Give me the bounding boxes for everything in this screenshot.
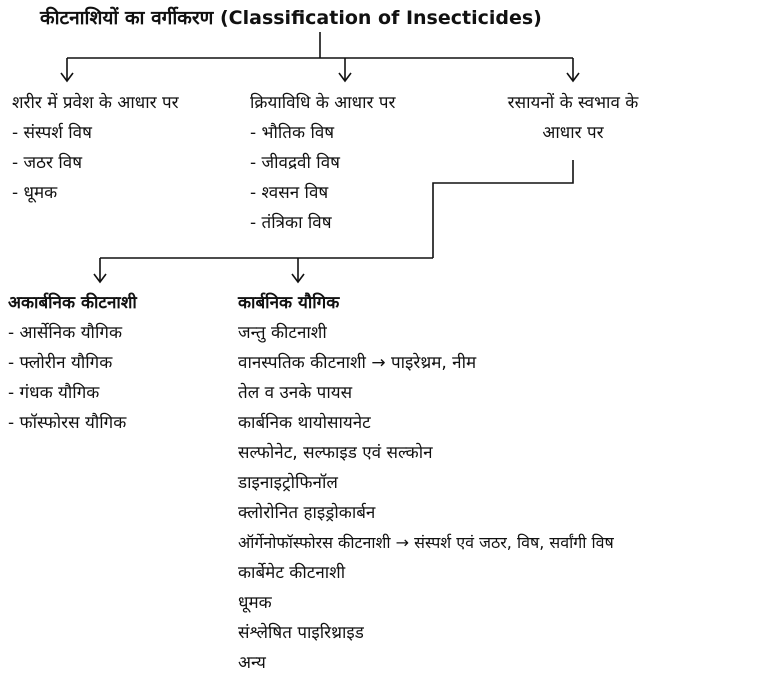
sub-organic-item: तेल व उनके पायस [238, 383, 353, 403]
branch-entry-item: - जठर विष [12, 153, 83, 173]
branch-entry-item: - धूमक [12, 183, 58, 203]
sub-organic-heading: कार्बनिक यौगिक [238, 293, 340, 313]
sub-organic-item: डाइनाइट्रोफिनॉल [238, 473, 338, 493]
sub-inorganic-item: - फॉस्फोरस यौगिक [8, 413, 127, 433]
sub-organic-item: धूमक [238, 593, 272, 613]
branch-mechanism-item: - तंत्रिका विष [250, 213, 332, 233]
sub-organic-item: संश्लेषित पाइरिथ्राइड [238, 623, 364, 643]
diagram-title: कीटनाशियों का वर्गीकरण (Classification of Insecticides) [40, 7, 542, 29]
sub-organic-item: अन्य [238, 653, 266, 673]
branch-chemical-heading-line1: रसायनों के स्वभाव के [507, 93, 639, 113]
sub-organic-item: कार्बनिक थायोसायनेट [238, 413, 371, 433]
branch-mechanism-item: - श्वसन विष [250, 183, 329, 203]
sub-organic-item: सल्फोनेट, सल्फाइड एवं सल्कोन [238, 443, 433, 463]
branch-mechanism-heading: क्रियाविधि के आधार पर [250, 93, 396, 113]
sub-organic-item: जन्तु कीटनाशी [238, 323, 327, 343]
sub-inorganic-item: - फ्लोरीन यौगिक [8, 353, 113, 373]
sub-inorganic-item: - गंधक यौगिक [8, 383, 100, 403]
branch-entry-item: - संस्पर्श विष [12, 123, 92, 143]
branch-mechanism-item: - भौतिक विष [250, 123, 335, 143]
branch-entry-heading: शरीर में प्रवेश के आधार पर [12, 93, 179, 113]
branch-chemical-heading-line2: आधार पर [542, 123, 604, 143]
sub-inorganic-heading: अकार्बनिक कीटनाशी [8, 293, 137, 313]
branch-mechanism-item: - जीवद्रवी विष [250, 153, 340, 173]
sub-organic-item: ऑर्गेनोफॉस्फोरस कीटनाशी → संस्पर्श एवं जठर, विष, सर्वांगी विष [238, 533, 614, 552]
sub-organic-item: वानस्पतिक कीटनाशी → पाइरेथ्रम, नीम [238, 353, 477, 373]
sub-inorganic-item: - आर्सेनिक यौगिक [8, 323, 122, 343]
sub-organic-item: क्लोरोनित हाइड्रोकार्बन [238, 503, 376, 523]
sub-organic-item: कार्बेमेट कीटनाशी [238, 563, 346, 583]
chemical-connector [433, 160, 573, 258]
